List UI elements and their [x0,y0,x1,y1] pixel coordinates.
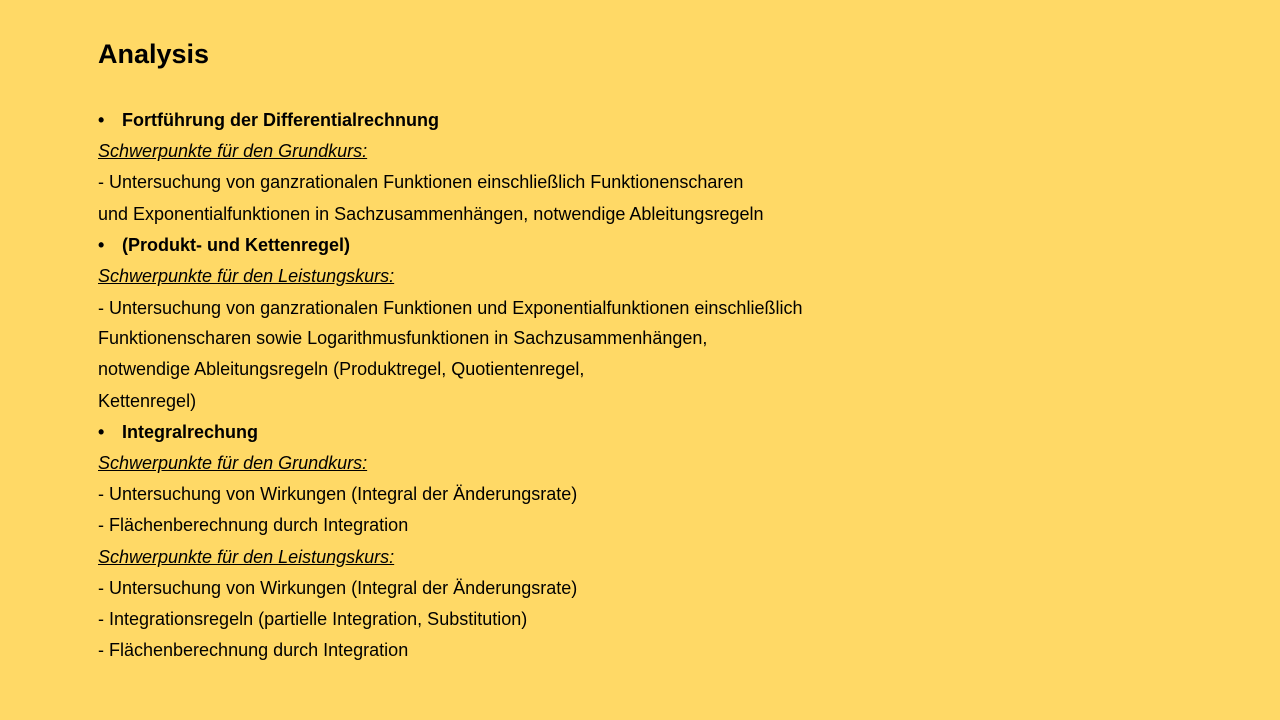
slide-title: Analysis [98,39,210,69]
subheading-leistungskurs: Schwerpunkte für den Leistungskurs: [98,546,395,567]
bullet-item-produkt-kettenregel [98,230,838,261]
subheading-grundkurs: Schwerpunkte für den Grundkurs: [98,141,368,162]
text-line: - Untersuchung von Wirkungen (Integral der Änderungsrate) [98,484,578,505]
subheading-leistungskurs: Schwerpunkte für den Leistungskurs: [98,266,395,287]
bullet-text: (Produkt- und Kettenregel) [122,234,350,255]
bullet-text: Integralrechung [122,421,259,442]
bullet-icon: • [98,234,105,255]
text-line: Kettenregel) [98,390,197,411]
text-line: und Exponentialfunktionen in Sachzusammenhängen, notwendige Ableitungsregeln [98,203,764,224]
bullet-item-integralrechung [98,417,838,448]
text-line: Funktionenscharen sowie Logarithmusfunktionen in Sachzusammenhängen, [98,328,708,349]
text-line: - Integrationsregeln (partielle Integration, Substitution) [98,609,528,630]
text-line: - Flächenberechnung durch Integration [98,640,409,661]
bullet-icon: • [98,421,105,442]
bullet-text: Fortführung der Differentialrechnung [122,110,439,130]
text-line: - Flächenberechnung durch Integration [98,515,409,536]
text-line: notwendige Ableitungsregeln (Produktregel, Quotientenregel, [98,359,585,380]
text-line: - Untersuchung von ganzrationalen Funktionen und Exponentialfunktionen einschließlich [98,298,803,319]
text-line: - Untersuchung von Wirkungen (Integral der Änderungsrate) [98,577,578,598]
bullet-item-differentialrechnung [98,105,838,136]
slide-content [98,105,838,666]
text-line: - Untersuchung von ganzrationalen Funktionen einschließlich Funktionenscharen [98,172,744,193]
subheading-grundkurs: Schwerpunkte für den Grundkurs: [98,453,368,474]
bullet-icon: • [98,110,105,130]
